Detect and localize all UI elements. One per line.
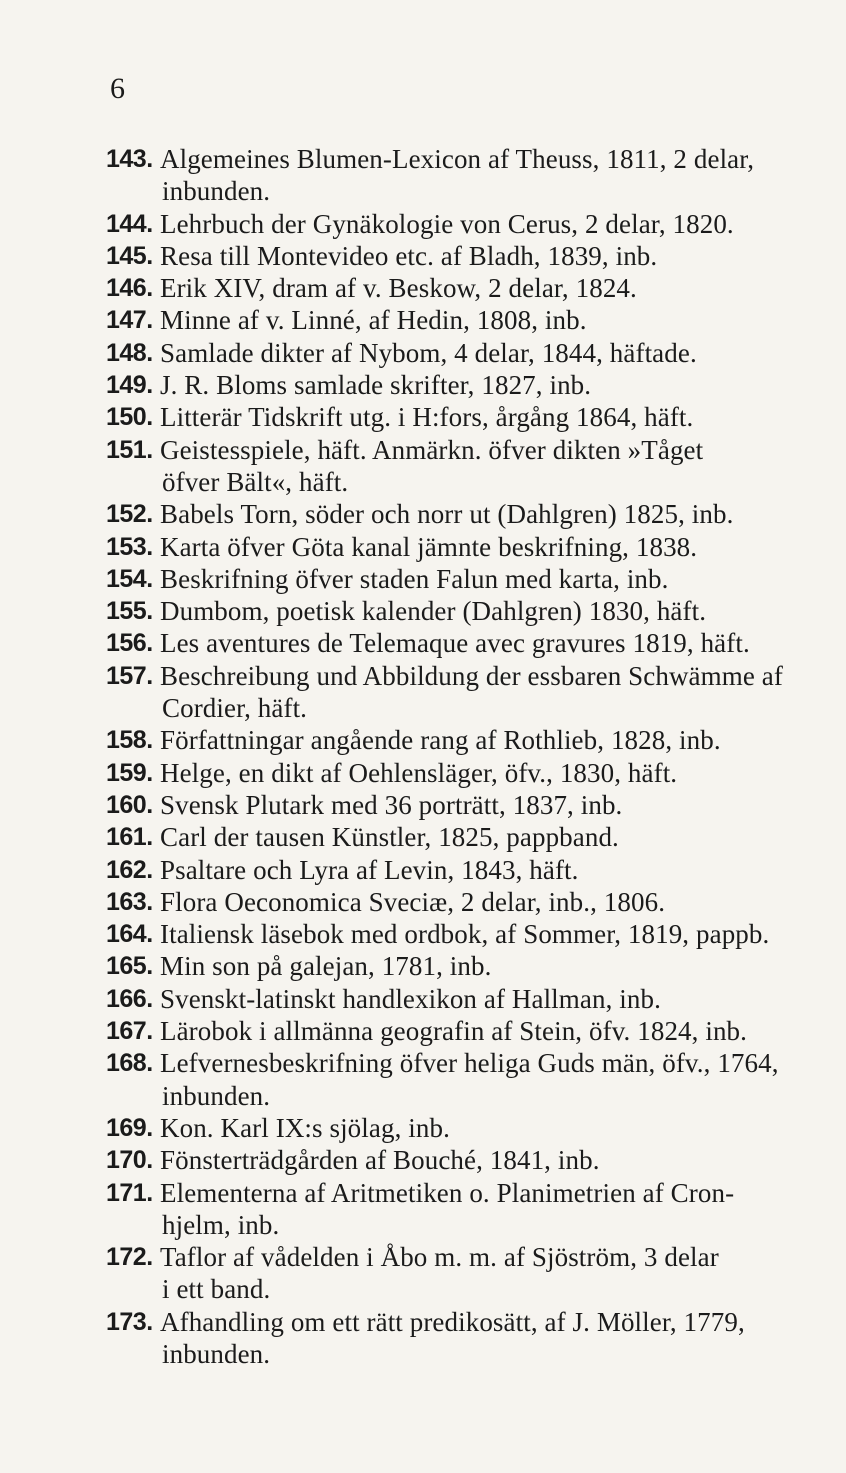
entry-number: 148. bbox=[106, 338, 153, 367]
entry-title-line: Taflor af vådelden i Åbo m. m. af Sjöström, 3 delar bbox=[160, 1242, 719, 1273]
entry-text bbox=[160, 950, 824, 982]
entry-title-line: Svenskt-latinskt handlexikon af Hallman, inb. bbox=[160, 983, 661, 1014]
entry-text bbox=[160, 208, 824, 240]
entry-text bbox=[160, 369, 824, 401]
entry-title-line: Dumbom, poetisk kalender (Dahlgren) 1830, häft. bbox=[160, 596, 707, 627]
list-item bbox=[106, 498, 824, 530]
entry-title-line: Les aventures de Telemaque avec gravures 1819, häft. bbox=[160, 628, 750, 659]
entry-number: 145. bbox=[106, 241, 153, 270]
entry-number: 156. bbox=[106, 629, 153, 658]
entry-title-line: Minne af v. Linné, af Hedin, 1808, inb. bbox=[160, 305, 587, 336]
entry-continuation-line: öfver Bält«, häft. bbox=[162, 466, 349, 497]
entry-title-line: Beskrifning öfver staden Falun med karta, inb. bbox=[160, 563, 669, 594]
entry-number: 165. bbox=[106, 952, 153, 981]
list-item bbox=[106, 240, 824, 272]
list-item bbox=[106, 304, 824, 336]
entry-text bbox=[160, 498, 824, 530]
entry-number: 151. bbox=[106, 435, 153, 464]
list-item bbox=[106, 918, 824, 950]
entry-title-line: Samlade dikter af Nybom, 4 delar, 1844, häftade. bbox=[160, 337, 697, 368]
entry-text bbox=[160, 757, 824, 789]
list-item bbox=[106, 1015, 824, 1047]
entry-number: 167. bbox=[106, 1017, 153, 1046]
entry-text bbox=[160, 1047, 824, 1112]
entry-text bbox=[160, 1112, 824, 1144]
list-item bbox=[106, 983, 824, 1015]
list-item bbox=[106, 886, 824, 918]
entry-number: 164. bbox=[106, 920, 153, 949]
entry-title-line: Fönsterträdgården af Bouché, 1841, inb. bbox=[160, 1145, 600, 1176]
entry-text bbox=[160, 143, 824, 208]
list-item bbox=[106, 854, 824, 886]
list-item bbox=[106, 1306, 824, 1371]
entry-title-line: Beschreibung und Abbildung der essbaren Schwämme af bbox=[160, 660, 783, 691]
entry-number: 144. bbox=[106, 209, 153, 238]
entry-title-line: Resa till Montevideo etc. af Bladh, 1839, inb. bbox=[160, 240, 658, 271]
entry-text bbox=[160, 1241, 824, 1306]
entry-number: 150. bbox=[106, 403, 153, 432]
list-item bbox=[106, 143, 824, 208]
entry-title-line: Babels Torn, söder och norr ut (Dahlgren) 1825, inb. bbox=[160, 499, 734, 530]
list-item bbox=[106, 272, 824, 304]
list-item bbox=[106, 531, 824, 563]
entry-text bbox=[160, 627, 824, 659]
entry-text bbox=[160, 918, 824, 950]
entry-number: 157. bbox=[106, 661, 153, 690]
entry-text bbox=[160, 595, 824, 627]
entry-number: 154. bbox=[106, 564, 153, 593]
list-item bbox=[106, 595, 824, 627]
entry-title-line: Helge, en dikt af Oehlensläger, öfv., 1830, häft. bbox=[160, 757, 678, 788]
entry-title-line: Karta öfver Göta kanal jämnte beskrifning, 1838. bbox=[160, 531, 698, 562]
entry-title-line: Geistesspiele, häft. Anmärkn. öfver dikten »Tåget bbox=[160, 434, 704, 465]
list-item bbox=[106, 208, 824, 240]
list-item bbox=[106, 1047, 824, 1112]
entry-number: 161. bbox=[106, 823, 153, 852]
entry-title-line: Författningar angående rang af Rothlieb, 1828, inb. bbox=[160, 725, 721, 756]
entry-text bbox=[160, 1144, 824, 1176]
entry-text bbox=[160, 434, 824, 499]
entry-number: 170. bbox=[106, 1146, 153, 1175]
entry-title-line: Elementerna af Aritmetiken o. Planimetrien af Cron- bbox=[160, 1177, 735, 1208]
entry-text bbox=[160, 821, 824, 853]
entry-number: 160. bbox=[106, 790, 153, 819]
entry-title-line: Algemeines Blumen-Lexicon af Theuss, 1811, 2 delar, bbox=[160, 144, 755, 174]
entry-text bbox=[160, 660, 824, 725]
entry-number: 158. bbox=[106, 726, 153, 755]
entry-title-line: J. R. Bloms samlade skrifter, 1827, inb. bbox=[160, 370, 592, 401]
entry-continuation-line: hjelm, inb. bbox=[162, 1209, 280, 1240]
list-item bbox=[106, 627, 824, 659]
entry-text bbox=[160, 886, 824, 918]
entry-text bbox=[160, 724, 824, 756]
entry-title-line: Italiensk läsebok med ordbok, af Sommer, 1819, pappb. bbox=[160, 919, 770, 950]
list-item bbox=[106, 1112, 824, 1144]
entry-continuation-line: inbunden. bbox=[162, 176, 271, 207]
entry-continuation-line: inbunden. bbox=[162, 1080, 271, 1111]
entry-number: 171. bbox=[106, 1178, 153, 1207]
entry-number: 143. bbox=[106, 145, 153, 173]
entry-text bbox=[160, 1306, 824, 1371]
entry-text bbox=[160, 240, 824, 272]
entry-title-line: Psaltare och Lyra af Levin, 1843, häft. bbox=[160, 854, 579, 885]
list-item bbox=[106, 369, 824, 401]
list-item bbox=[106, 401, 824, 433]
entry-number: 163. bbox=[106, 887, 153, 916]
list-item bbox=[106, 950, 824, 982]
entry-title-line: Erik XIV, dram af v. Beskow, 2 delar, 1824. bbox=[160, 273, 637, 304]
entry-number: 147. bbox=[106, 306, 153, 335]
entry-number: 172. bbox=[106, 1243, 153, 1272]
entry-text bbox=[160, 304, 824, 336]
entry-number: 173. bbox=[106, 1307, 153, 1336]
entry-number: 155. bbox=[106, 597, 153, 626]
entry-number: 168. bbox=[106, 1049, 153, 1078]
list-item bbox=[106, 724, 824, 756]
entry-number: 152. bbox=[106, 500, 153, 529]
entry-continuation-line: Cordier, häft. bbox=[162, 693, 308, 724]
list-item bbox=[106, 660, 824, 725]
list-item bbox=[106, 434, 824, 499]
list-item bbox=[106, 337, 824, 369]
entry-number: 169. bbox=[106, 1113, 153, 1142]
entry-text bbox=[160, 1177, 824, 1242]
list-item bbox=[106, 821, 824, 853]
entry-text bbox=[160, 854, 824, 886]
entry-title-line: Lärobok i allmänna geografin af Stein, öfv. 1824, inb. bbox=[160, 1016, 747, 1047]
entry-number: 159. bbox=[106, 758, 153, 787]
entry-number: 162. bbox=[106, 855, 153, 884]
entry-title-line: Flora Oeconomica Sveciæ, 2 delar, inb., 1806. bbox=[160, 886, 666, 917]
list-item bbox=[106, 1177, 824, 1242]
entry-text bbox=[160, 272, 824, 304]
entry-number: 153. bbox=[106, 532, 153, 561]
entry-title-line: Litterär Tidskrift utg. i H:fors, årgång 1864, häft. bbox=[160, 402, 694, 433]
entry-text bbox=[160, 1015, 824, 1047]
entry-continuation-line: inbunden. bbox=[162, 1338, 271, 1369]
entry-text bbox=[160, 789, 824, 821]
entry-continuation-line: i ett band. bbox=[162, 1274, 271, 1305]
list-item bbox=[106, 563, 824, 595]
entry-number: 149. bbox=[106, 371, 153, 400]
entry-number: 166. bbox=[106, 984, 153, 1013]
entry-text bbox=[160, 563, 824, 595]
catalogue-entries bbox=[106, 143, 824, 1370]
list-item bbox=[106, 1144, 824, 1176]
entry-title-line: Min son på galejan, 1781, inb. bbox=[160, 951, 492, 982]
entry-text bbox=[160, 983, 824, 1015]
entry-title-line: Carl der tausen Künstler, 1825, pappband. bbox=[160, 822, 619, 853]
entry-text bbox=[160, 337, 824, 369]
entry-title-line: Kon. Karl IX:s sjölag, inb. bbox=[160, 1112, 450, 1143]
page-number: 6 bbox=[110, 72, 125, 105]
entry-title-line: Lefvernesbeskrifning öfver heliga Guds män, öfv., 1764, bbox=[160, 1048, 779, 1079]
entry-title-line: Lehrbuch der Gynäkologie von Cerus, 2 delar, 1820. bbox=[160, 208, 734, 239]
list-item bbox=[106, 1241, 824, 1306]
entry-text bbox=[160, 531, 824, 563]
list-item bbox=[106, 757, 824, 789]
list-item bbox=[106, 789, 824, 821]
entry-text bbox=[160, 401, 824, 433]
entry-title-line: Afhandling om ett rätt predikosätt, af J. Möller, 1779, bbox=[160, 1306, 745, 1337]
entry-title-line: Svensk Plutark med 36 porträtt, 1837, inb. bbox=[160, 789, 623, 820]
entry-number: 146. bbox=[106, 274, 153, 303]
